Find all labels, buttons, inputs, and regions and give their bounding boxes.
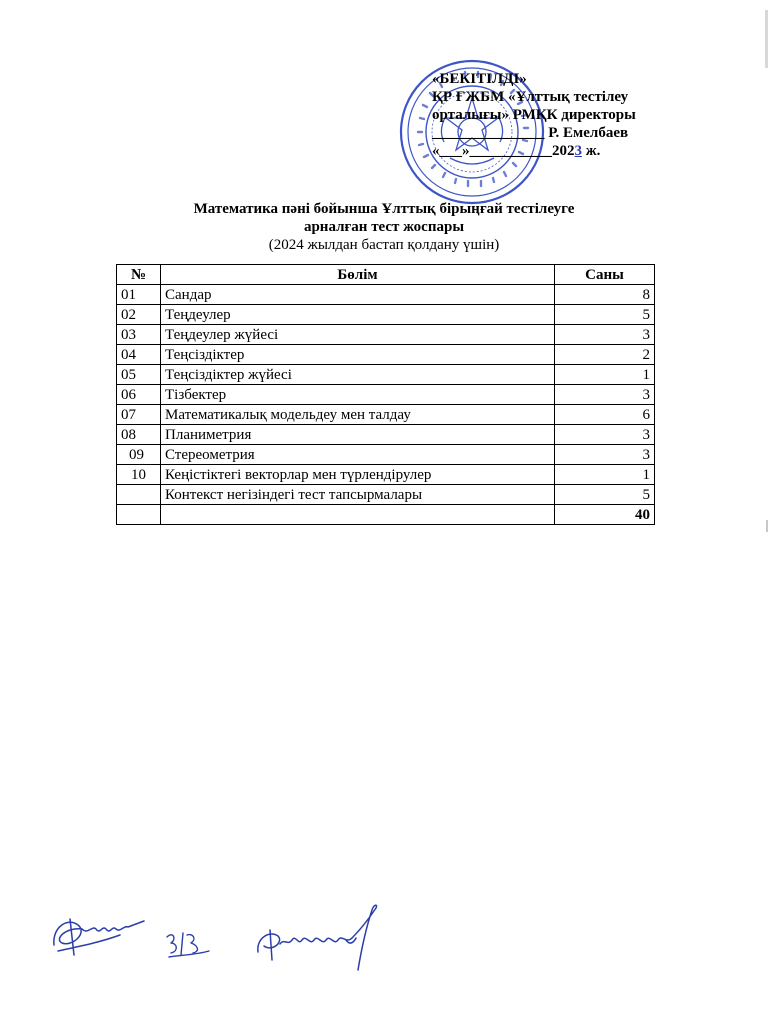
- row-count: 3: [555, 445, 655, 465]
- table-row: [117, 425, 655, 445]
- table-header-row: [117, 265, 655, 285]
- row-count: 1: [555, 465, 655, 485]
- table-row: [117, 445, 655, 465]
- row-number: 02: [117, 305, 161, 325]
- approval-org-line2: орталығы» РМҚК директоры: [432, 107, 636, 123]
- signature-2: [163, 925, 213, 961]
- row-count: 6: [555, 405, 655, 425]
- row-count: 5: [555, 485, 655, 505]
- total-count: 40: [555, 505, 655, 525]
- row-count: 5: [555, 305, 655, 325]
- table-row: [117, 465, 655, 485]
- row-section: Сандар: [161, 285, 555, 305]
- table-row: [117, 365, 655, 385]
- total-number: [117, 505, 161, 525]
- document-title: [0, 200, 768, 254]
- row-number: 08: [117, 425, 161, 445]
- row-section: Тізбектер: [161, 385, 555, 405]
- total-section: [161, 505, 555, 525]
- header-count: Саны: [555, 265, 655, 285]
- header-section: Бөлім: [161, 265, 555, 285]
- table-total-row: [117, 505, 655, 525]
- row-section: Контекст негізіндегі тест тапсырмалары: [161, 485, 555, 505]
- table-row: [117, 405, 655, 425]
- date-suffix: ж.: [582, 143, 601, 159]
- date-month-blank: ___________: [469, 143, 552, 159]
- date-day-blank: ___: [439, 143, 462, 159]
- row-section: Планиметрия: [161, 425, 555, 445]
- row-number: 01: [117, 285, 161, 305]
- row-number: [117, 485, 161, 505]
- table-row: [117, 345, 655, 365]
- row-section: Математикалық модельдеу мен талдау: [161, 405, 555, 425]
- approval-heading: «БЕКІТІЛДІ»: [432, 71, 527, 87]
- date-open-quote: «: [432, 143, 440, 159]
- row-section: Теңсіздіктер: [161, 345, 555, 365]
- signature-blank: _______________: [432, 125, 545, 141]
- row-number: 04: [117, 345, 161, 365]
- title-line-1: Математика пәні бойынша Ұлттық бірыңғай тестілеуге: [193, 201, 575, 217]
- row-count: 3: [555, 325, 655, 345]
- signer-name: Р. Емелбаев: [548, 125, 629, 141]
- title-line-2: арналған тест жоспары: [303, 219, 465, 235]
- row-count: 3: [555, 425, 655, 445]
- approval-block: [432, 70, 692, 160]
- table-row: [117, 325, 655, 345]
- table-row: [117, 305, 655, 325]
- row-section: Теңдеулер: [161, 305, 555, 325]
- signature-3: [250, 900, 385, 975]
- row-number: 10: [117, 465, 161, 485]
- row-section: Стереометрия: [161, 445, 555, 465]
- row-section: Теңдеулер жүйесі: [161, 325, 555, 345]
- row-number: 07: [117, 405, 161, 425]
- table-row: [117, 485, 655, 505]
- title-line-3: (2024 жылдан бастап қолдану үшін): [268, 237, 500, 253]
- signature-1: [48, 905, 158, 965]
- date-year-prefix: 202: [552, 143, 575, 159]
- row-number: 06: [117, 385, 161, 405]
- approval-signer-line: [432, 124, 692, 142]
- test-plan-table: [116, 264, 655, 525]
- header-number: №: [117, 265, 161, 285]
- table-row: [117, 285, 655, 305]
- row-section: Кеңістіктегі векторлар мен түрлендірулер: [161, 465, 555, 485]
- row-count: 8: [555, 285, 655, 305]
- approval-date-line: [432, 142, 692, 160]
- row-count: 2: [555, 345, 655, 365]
- row-number: 03: [117, 325, 161, 345]
- row-number: 09: [117, 445, 161, 465]
- row-number: 05: [117, 365, 161, 385]
- date-close-quote: »: [462, 143, 470, 159]
- table-row: [117, 385, 655, 405]
- approval-org-line1: ҚР ҒЖБМ «Ұлттық тестілеу: [432, 89, 629, 105]
- row-count: 1: [555, 365, 655, 385]
- row-section: Теңсіздіктер жүйесі: [161, 365, 555, 385]
- row-count: 3: [555, 385, 655, 405]
- date-year-handwritten-digit: 3: [574, 143, 582, 159]
